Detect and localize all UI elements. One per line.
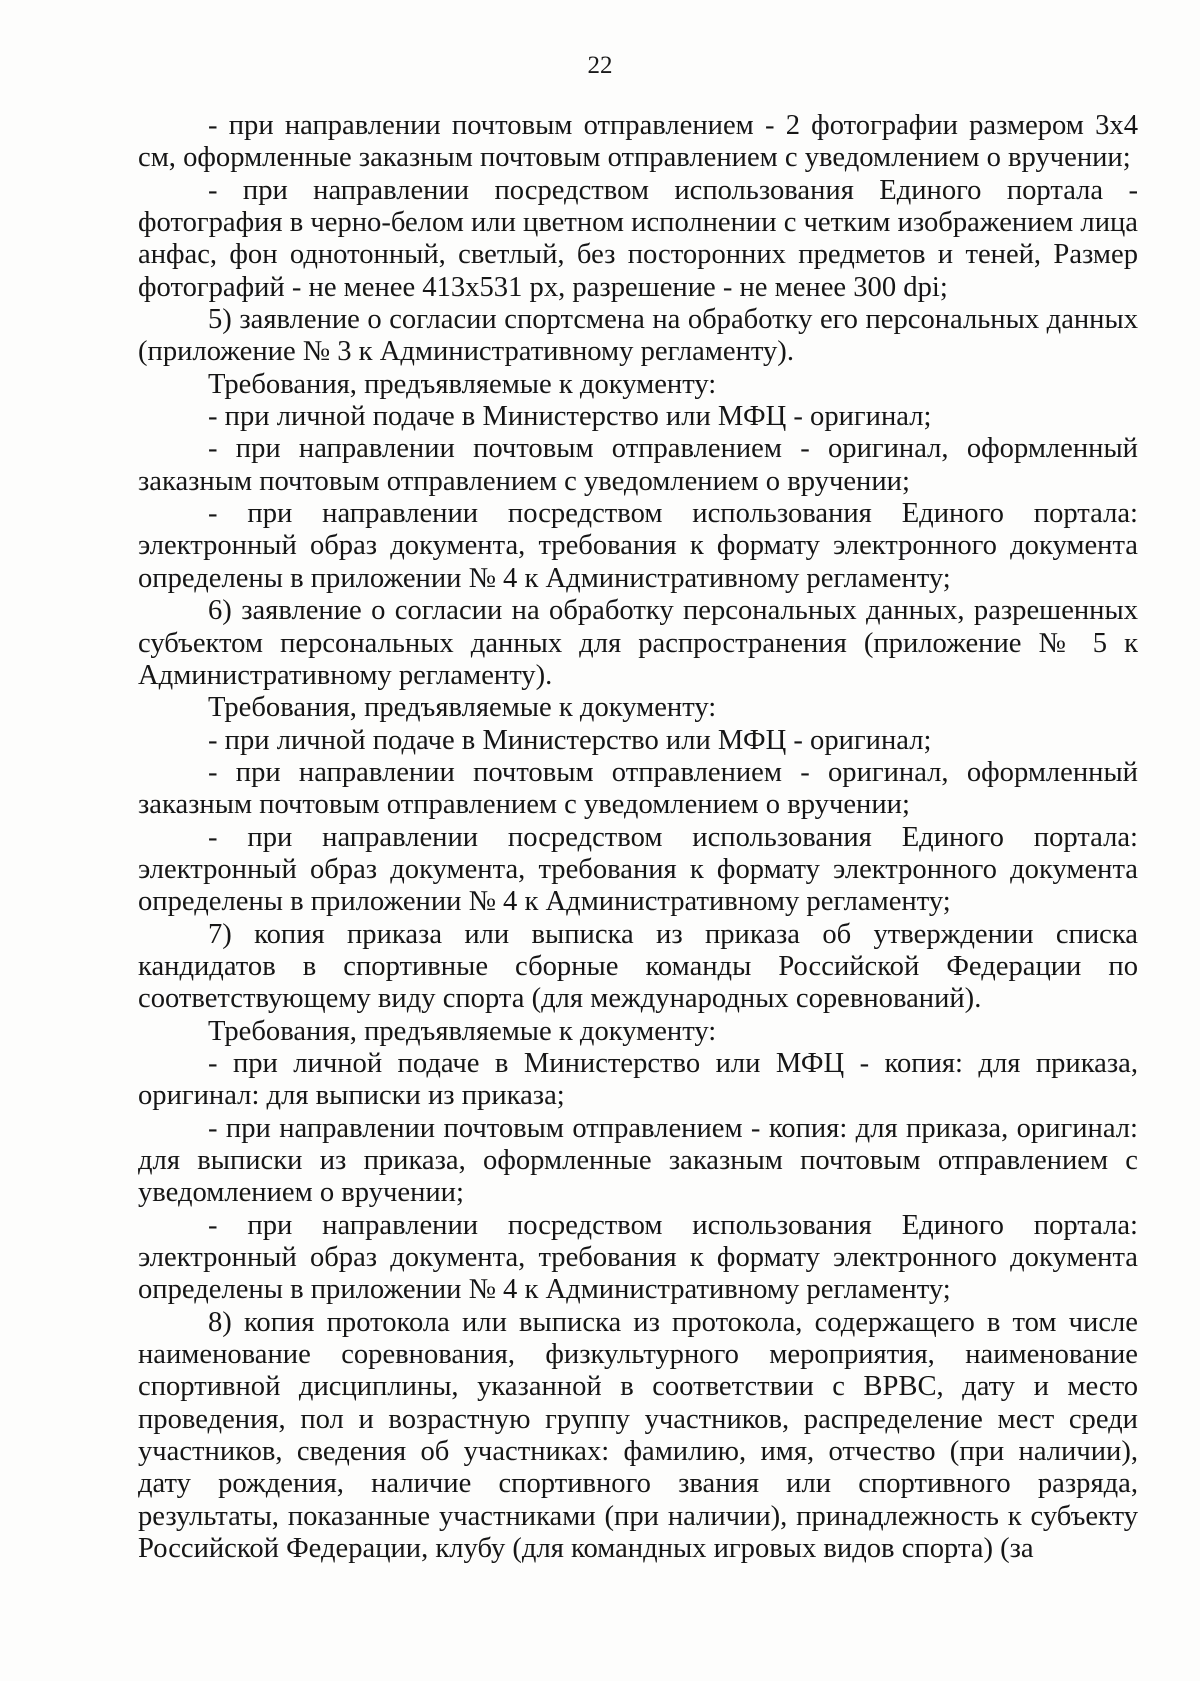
paragraph: - при направлении почтовым отправлением - оригинал, оформленный заказным почтовым отправлением с уведомлением о вручении; [138,433,1138,497]
paragraph: 8) копия протокола или выписка из протокола, содержащего в том числе наименование соревнования, физкультурного мероприятия, наименование спортивной дисциплины, указанной в соответствии с ВРВС, дату и место проведения, пол и возрастную группу участников, распределение мест среди участников, сведения об участниках: фамилию, имя, отчество (при наличии), дату рождения, наличие спортивного звания или спортивного разряда, результаты, показанные участниками (при наличии), принадлежность к субъекту Российской Федерации, клубу (для командных игровых видов спорта) (за [138,1306,1138,1565]
paragraph: - при личной подаче в Министерство или МФЦ - оригинал; [208,724,932,756]
paragraph: - при направлении посредством использования Единого портала: электронный образ документа, требования к формату электронного документа определены в приложении № 4 к Административному регламенту; [138,498,1138,594]
paragraph: - при направлении посредством использования Единого портала: электронный образ документа, требования к формату электронного документа определены в приложении № 4 к Административному регламенту; [138,1209,1138,1306]
paragraph: 7) копия приказа или выписка из приказа об утверждении списка кандидатов в спортивные сборные команды Российской Федерации по соответствующему виду спорта (для международных соревнований). [138,918,1138,1015]
paragraph: - при личной подаче в Министерство или МФЦ - копия: для приказа, оригинал: для выписки из приказа; [138,1047,1138,1112]
paragraph: Требования, предъявляемые к документу: [208,692,717,724]
paragraph: - при направлении почтовым отправлением - 2 фотографии размером 3х4 см, оформленные заказным почтовым отправлением с уведомлением о вручении; [138,110,1138,174]
paragraph: Требования, предъявляемые к документу: [208,1015,717,1047]
paragraph: 6) заявление о согласии на обработку персональных данных, разрешенных субъектом персональных данных для распространения (приложение № 5 к Административному регламенту). [138,595,1138,691]
paragraph: 5) заявление о согласии спортсмена на обработку его персональных данных (приложение № 3 к Административному регламенту). [138,304,1138,368]
paragraph: - при личной подаче в Министерство или МФЦ - оригинал; [208,401,932,433]
paragraph: - при направлении почтовым отправлением - копия: для приказа, оригинал: для выписки из приказа, оформленные заказным почтовым отправлением с уведомлением о вручении; [138,1112,1138,1209]
paragraph: - при направлении посредством использования Единого портала: электронный образ документа, требования к формату электронного документа определены в приложении № 4 к Административному регламенту; [138,821,1138,918]
page-number: 22 [587,52,613,79]
paragraph: Требования, предъявляемые к документу: [208,368,717,400]
document-body [138,110,1138,1565]
paragraph: - при направлении почтовым отправлением - оригинал, оформленный заказным почтовым отправлением с уведомлением о вручении; [138,756,1138,821]
paragraph: - при направлении посредством использования Единого портала - фотография в черно-белом или цветном исполнении с четким изображением лица анфас, фон однотонный, светлый, без посторонних предметов и теней, Размер фотографий - не менее 413х531 px, разрешение - не менее 300 dpi; [138,174,1138,303]
